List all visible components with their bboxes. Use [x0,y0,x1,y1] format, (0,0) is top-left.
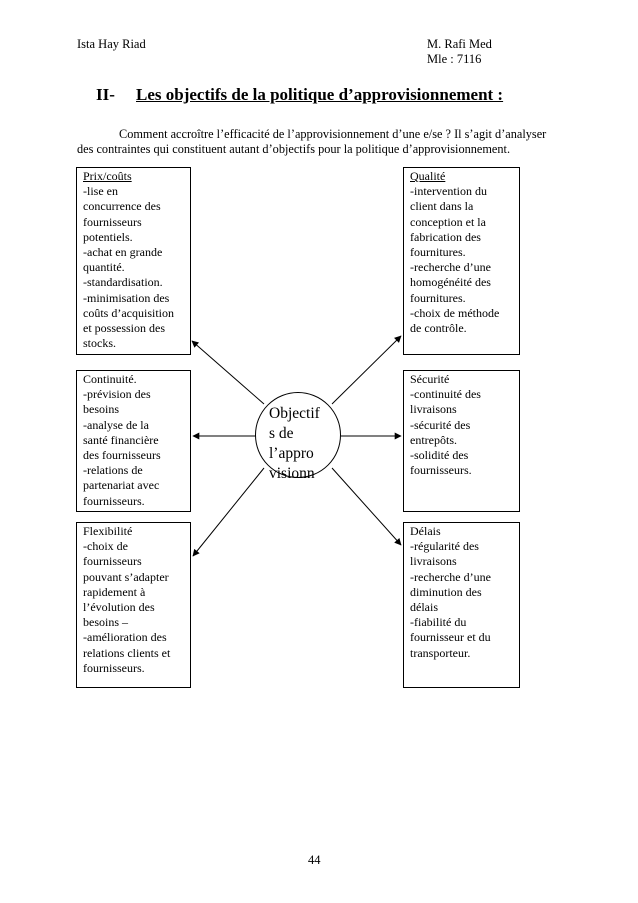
box-line: -analyse de la [83,417,149,432]
box-line: transporteur. [410,645,471,660]
objective-box-flexibilite [76,522,191,688]
box-line: concurrence des [83,199,161,214]
box-title: Délais [410,524,441,538]
box-line: besoins – [83,615,128,630]
center-line: Objectif [269,405,320,422]
box-line: fournitures. [410,290,466,305]
box-line: besoins [83,402,119,417]
box-line: fournisseurs [83,214,142,229]
page-number: 44 [308,853,321,867]
arrow-to-delais [332,468,401,545]
box-line: relations clients et [83,645,171,660]
section-title: Les objectifs de la politique d’approvisionnement : [136,85,504,104]
box-line: -choix de [83,539,128,554]
box-title: Qualité [410,169,446,183]
objective-box-securite [403,370,520,512]
box-line: -régularité des [410,539,479,554]
box-line: -solidité des [410,448,469,463]
box-line: partenariat avec [83,478,160,493]
box-line: -recherche d’une [410,260,491,275]
box-line: potentiels. [83,229,133,244]
header-author-id: Mle : 7116 [427,52,482,66]
box-line: l’évolution des [83,600,155,615]
center-line: l’appro [269,445,314,462]
box-line: -prévision des [83,387,151,402]
box-line: entrepôts. [410,432,457,447]
box-line: -fiabilité du [410,615,467,630]
box-title: Prix/coûts [83,169,132,183]
box-line: -choix de méthode [410,305,500,320]
box-line: livraisons [410,402,457,417]
box-line: -intervention du [410,184,487,199]
arrow-to-qualite [332,336,401,404]
box-line: stocks. [83,336,116,351]
box-line: conception et la [410,214,486,229]
intro-line-2: des contraintes qui constituent autant d’objectifs pour la politique d’approvisionnement. [77,142,511,156]
box-line: des fournisseurs [83,448,161,463]
box-line: -amélioration des [83,630,167,645]
box-line: fournisseurs. [83,660,145,675]
box-line: client dans la [410,199,474,214]
box-line: diminution des [410,584,482,599]
center-objective-text [269,404,331,482]
intro-line-1: Comment accroître l’efficacité de l’approvisionnement d’une e/se ? Il s’agit d’analyser [119,127,547,141]
objective-box-continuite [76,370,191,512]
objective-box-prix-couts [76,167,191,355]
box-line: délais [410,600,438,615]
box-line: fabrication des [410,229,481,244]
box-line: de contrôle. [410,321,467,336]
center-line: visionn [269,465,315,482]
box-line: -relations de [83,463,143,478]
box-line: et possession des [83,321,165,336]
box-title: Flexibilité [83,524,133,538]
box-title: Continuité. [83,372,137,386]
box-line: -achat en grande [83,245,163,260]
center-line: s de [269,425,294,442]
section-number: II- [96,85,115,104]
header-author-name: M. Rafi Med [427,37,492,51]
box-line: rapidement à [83,584,146,599]
box-line: santé financière [83,432,159,447]
arrow-to-flex [193,468,264,556]
objective-box-qualite [403,167,520,355]
box-line: -minimisation des [83,290,170,305]
box-line: fournisseurs. [410,463,472,478]
center-objective-circle [255,392,341,482]
box-line: fournitures. [410,245,466,260]
header-author-school: Ista Hay Riad [77,37,146,51]
box-line: livraisons [410,554,457,569]
box-line: -sécurité des [410,417,471,432]
box-line: -lise en [83,184,118,199]
box-line: fournisseurs. [83,493,145,508]
box-line: coûts d’acquisition [83,305,174,320]
box-line: -recherche d’une [410,569,491,584]
box-line: -standardisation. [83,275,163,290]
objective-box-delais [403,522,520,688]
arrow-to-prix [192,341,264,404]
box-line: fournisseur et du [410,630,491,645]
box-line: homogénéité des [410,275,491,290]
box-line: quantité. [83,260,125,275]
box-title: Sécurité [410,372,450,386]
box-line: fournisseurs [83,554,142,569]
box-line: pouvant s’adapter [83,569,169,584]
box-line: -continuité des [410,387,481,402]
